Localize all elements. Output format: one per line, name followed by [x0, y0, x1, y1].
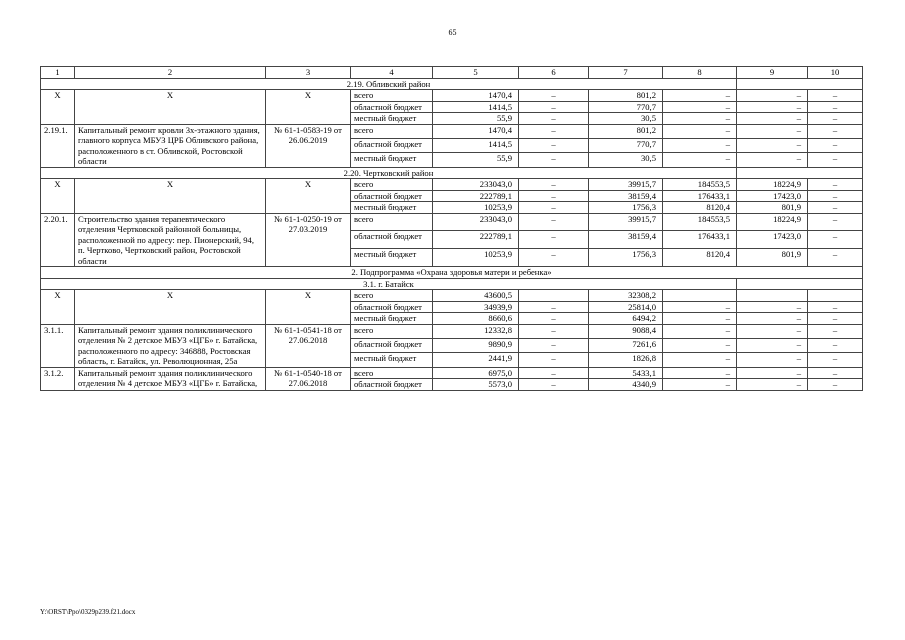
cell-col8: 184553,5	[663, 179, 737, 191]
cell-x: X	[75, 290, 266, 325]
cell-total: 55,9	[433, 153, 519, 167]
cell-x: X	[75, 90, 266, 125]
subprogram-title: 2. Подпрограмма «Охрана здоровья матери и ребенка»	[41, 267, 863, 279]
cell-col8: –	[663, 324, 737, 338]
cell-col8: 8120,4	[663, 202, 737, 214]
cell-x: X	[266, 179, 351, 214]
cell-total: 233043,0	[433, 179, 519, 191]
cell-total: 1414,5	[433, 101, 519, 113]
cell-col6: –	[519, 231, 589, 249]
cell-col10: –	[808, 213, 863, 231]
cell-col8: 176433,1	[663, 190, 737, 202]
cell-col8: –	[663, 353, 737, 367]
cell-col9: –	[737, 113, 808, 125]
cell-col10: –	[808, 202, 863, 214]
column-number-header: 7	[589, 67, 663, 79]
cell-total: 233043,0	[433, 213, 519, 231]
cell-col7: 38159,4	[589, 231, 663, 249]
funding-type-label: всего	[351, 324, 433, 338]
cell-col8: –	[663, 338, 737, 352]
column-number-header: 9	[737, 67, 808, 79]
item-name: Строительство здания терапевтического отделения Чертковской районной больницы, расположенной по адресу: пер. Пионерский, 94, п. Чертково, Чертковский район, Ростовской области	[75, 213, 266, 267]
cell-col10: –	[808, 124, 863, 138]
funding-type-label: всего	[351, 124, 433, 138]
cell-x: X	[266, 90, 351, 125]
cell-col8: –	[663, 313, 737, 325]
cell-col7: 1826,8	[589, 353, 663, 367]
cell-col8: –	[663, 379, 737, 391]
section-row	[41, 78, 863, 90]
cell-empty	[737, 167, 863, 179]
cell-col7: 770,7	[589, 138, 663, 152]
cell-total: 2441,9	[433, 353, 519, 367]
cell-col7: 9088,4	[589, 324, 663, 338]
table-row	[41, 290, 863, 302]
cell-col9: –	[737, 301, 808, 313]
cell-col9: 18224,9	[737, 179, 808, 191]
cell-col10: –	[808, 113, 863, 125]
column-number-header: 8	[663, 67, 737, 79]
funding-type-label: местный бюджет	[351, 113, 433, 125]
cell-col8: –	[663, 124, 737, 138]
cell-col10: –	[808, 301, 863, 313]
cell-x: X	[41, 179, 75, 214]
budget-table	[40, 66, 863, 391]
cell-col8: –	[663, 367, 737, 379]
cell-col10: –	[808, 101, 863, 113]
cell-col10: –	[808, 231, 863, 249]
item-document: № 61-1-0541-18 от 27.06.2018	[266, 324, 351, 367]
cell-total: 5573,0	[433, 379, 519, 391]
cell-col8: –	[663, 101, 737, 113]
cell-col6: –	[519, 202, 589, 214]
item-number: 3.1.1.	[41, 324, 75, 367]
column-number-header: 3	[266, 67, 351, 79]
cell-col9: –	[737, 338, 808, 352]
cell-col7: 39915,7	[589, 179, 663, 191]
cell-col9: 18224,9	[737, 213, 808, 231]
cell-empty	[737, 78, 863, 90]
column-number-header: 2	[75, 67, 266, 79]
cell-col10: –	[808, 153, 863, 167]
cell-col6: –	[519, 338, 589, 352]
cell-col9: –	[737, 324, 808, 338]
cell-col10: –	[808, 190, 863, 202]
cell-col6: –	[519, 379, 589, 391]
funding-type-label: местный бюджет	[351, 249, 433, 267]
table-row	[41, 367, 863, 379]
cell-total: 12332,8	[433, 324, 519, 338]
cell-col10: –	[808, 90, 863, 102]
section-title: 2.20. Чертковский район	[41, 167, 737, 179]
cell-col6: –	[519, 249, 589, 267]
cell-col6: –	[519, 353, 589, 367]
cell-col8: 184553,5	[663, 213, 737, 231]
item-document: № 61-1-0250-19 от 27.03.2019	[266, 213, 351, 267]
column-number-header: 4	[351, 67, 433, 79]
cell-col7: 5433,1	[589, 367, 663, 379]
cell-col10: –	[808, 324, 863, 338]
cell-total: 34939,9	[433, 301, 519, 313]
cell-col8: –	[663, 153, 737, 167]
funding-type-label: местный бюджет	[351, 313, 433, 325]
funding-type-label: всего	[351, 290, 433, 302]
cell-col9: –	[737, 124, 808, 138]
cell-col7: 38159,4	[589, 190, 663, 202]
funding-type-label: областной бюджет	[351, 190, 433, 202]
column-number-header: 5	[433, 67, 519, 79]
cell-col10: –	[808, 138, 863, 152]
cell-total: 10253,9	[433, 202, 519, 214]
cell-col7: 32308,2	[589, 290, 663, 302]
column-number-header: 1	[41, 67, 75, 79]
cell-col9: 801,9	[737, 249, 808, 267]
funding-type-label: областной бюджет	[351, 231, 433, 249]
cell-col9	[737, 290, 808, 302]
column-number-header: 6	[519, 67, 589, 79]
table-body	[41, 67, 863, 391]
cell-col6: –	[519, 101, 589, 113]
cell-col6: –	[519, 138, 589, 152]
cell-col8: –	[663, 113, 737, 125]
section-title: 2.19. Обливский район	[41, 78, 737, 90]
cell-total: 43600,5	[433, 290, 519, 302]
cell-col8: –	[663, 301, 737, 313]
cell-col9: 801,9	[737, 202, 808, 214]
cell-total: 1414,5	[433, 138, 519, 152]
cell-total: 1470,4	[433, 124, 519, 138]
table-row	[41, 324, 863, 338]
cell-total: 10253,9	[433, 249, 519, 267]
funding-type-label: областной бюджет	[351, 138, 433, 152]
cell-col9: 17423,0	[737, 190, 808, 202]
cell-col7: 1756,3	[589, 202, 663, 214]
cell-x: X	[41, 290, 75, 325]
cell-total: 1470,4	[433, 90, 519, 102]
item-name: Капитальный ремонт здания поликлинического отделения № 2 детское МБУЗ «ЦГБ» г. Батайска, расположенного по адресу: 346888, Ростовская область, г. Батайск, ул. Революционная, 25а	[75, 324, 266, 367]
cell-col10	[808, 290, 863, 302]
cell-total: 6975,0	[433, 367, 519, 379]
item-name: Капитальный ремонт здания поликлинического отделения № 4 детское МБУЗ «ЦГБ» г. Батайска,	[75, 367, 266, 390]
section-title: 3.1. г. Батайск	[41, 278, 737, 290]
funding-type-label: областной бюджет	[351, 301, 433, 313]
section-row	[41, 278, 863, 290]
cell-x: X	[266, 290, 351, 325]
cell-col9: –	[737, 101, 808, 113]
cell-col7: 25814,0	[589, 301, 663, 313]
header-row	[41, 67, 863, 79]
cell-col7: 30,5	[589, 153, 663, 167]
cell-col6: –	[519, 190, 589, 202]
cell-total: 55,9	[433, 113, 519, 125]
funding-type-label: всего	[351, 179, 433, 191]
funding-type-label: местный бюджет	[351, 202, 433, 214]
cell-col6: –	[519, 313, 589, 325]
funding-type-label: областной бюджет	[351, 101, 433, 113]
item-number: 2.20.1.	[41, 213, 75, 267]
section-row	[41, 267, 863, 279]
section-row	[41, 167, 863, 179]
funding-type-label: всего	[351, 367, 433, 379]
cell-col8: 176433,1	[663, 231, 737, 249]
item-name: Капитальный ремонт кровли 3х-этажного здания, главного корпуса МБУЗ ЦРБ Обливского района, расположенного в ст. Обливской, Ростовской области	[75, 124, 266, 167]
funding-type-label: областной бюджет	[351, 338, 433, 352]
item-document: № 61-1-0540-18 от 27.06.2018	[266, 367, 351, 390]
cell-col6: –	[519, 113, 589, 125]
cell-col10: –	[808, 249, 863, 267]
cell-col10: –	[808, 379, 863, 391]
cell-col6: –	[519, 124, 589, 138]
cell-col10: –	[808, 338, 863, 352]
table-row	[41, 124, 863, 138]
item-number: 2.19.1.	[41, 124, 75, 167]
table-row	[41, 90, 863, 102]
cell-x: X	[41, 90, 75, 125]
cell-col9: –	[737, 90, 808, 102]
cell-col9: –	[737, 379, 808, 391]
footer-file-path: Y:\ORST\Ppo\0329p239.f21.docx	[40, 608, 136, 616]
cell-col7: 30,5	[589, 113, 663, 125]
funding-type-label: всего	[351, 213, 433, 231]
cell-col8: 8120,4	[663, 249, 737, 267]
cell-col7: 6494,2	[589, 313, 663, 325]
cell-col6: –	[519, 324, 589, 338]
item-number: 3.1.2.	[41, 367, 75, 390]
funding-type-label: всего	[351, 90, 433, 102]
cell-col9: 17423,0	[737, 231, 808, 249]
cell-col6: –	[519, 301, 589, 313]
cell-col6: –	[519, 367, 589, 379]
cell-total: 9890,9	[433, 338, 519, 352]
cell-col8	[663, 290, 737, 302]
cell-col9: –	[737, 367, 808, 379]
cell-col10: –	[808, 179, 863, 191]
cell-col7: 801,2	[589, 90, 663, 102]
cell-col6: –	[519, 213, 589, 231]
cell-col7: 801,2	[589, 124, 663, 138]
page-number: 65	[448, 28, 457, 37]
cell-col10: –	[808, 313, 863, 325]
cell-col6	[519, 290, 589, 302]
cell-col9: –	[737, 353, 808, 367]
funding-type-label: областной бюджет	[351, 379, 433, 391]
cell-col9: –	[737, 138, 808, 152]
cell-col6: –	[519, 179, 589, 191]
column-number-header: 10	[808, 67, 863, 79]
cell-col10: –	[808, 367, 863, 379]
funding-type-label: местный бюджет	[351, 353, 433, 367]
cell-col6: –	[519, 153, 589, 167]
cell-total: 8660,6	[433, 313, 519, 325]
cell-col7: 770,7	[589, 101, 663, 113]
cell-col9: –	[737, 153, 808, 167]
cell-col8: –	[663, 138, 737, 152]
cell-x: X	[75, 179, 266, 214]
funding-type-label: местный бюджет	[351, 153, 433, 167]
cell-col7: 39915,7	[589, 213, 663, 231]
cell-total: 222789,1	[433, 190, 519, 202]
cell-col7: 7261,6	[589, 338, 663, 352]
cell-col6: –	[519, 90, 589, 102]
cell-col10: –	[808, 353, 863, 367]
cell-col7: 1756,3	[589, 249, 663, 267]
item-document: № 61-1-0583-19 от 26.06.2019	[266, 124, 351, 167]
cell-col9: –	[737, 313, 808, 325]
cell-total: 222789,1	[433, 231, 519, 249]
table-row	[41, 179, 863, 191]
table-row	[41, 213, 863, 231]
cell-col8: –	[663, 90, 737, 102]
cell-col7: 4340,9	[589, 379, 663, 391]
cell-empty	[737, 278, 863, 290]
